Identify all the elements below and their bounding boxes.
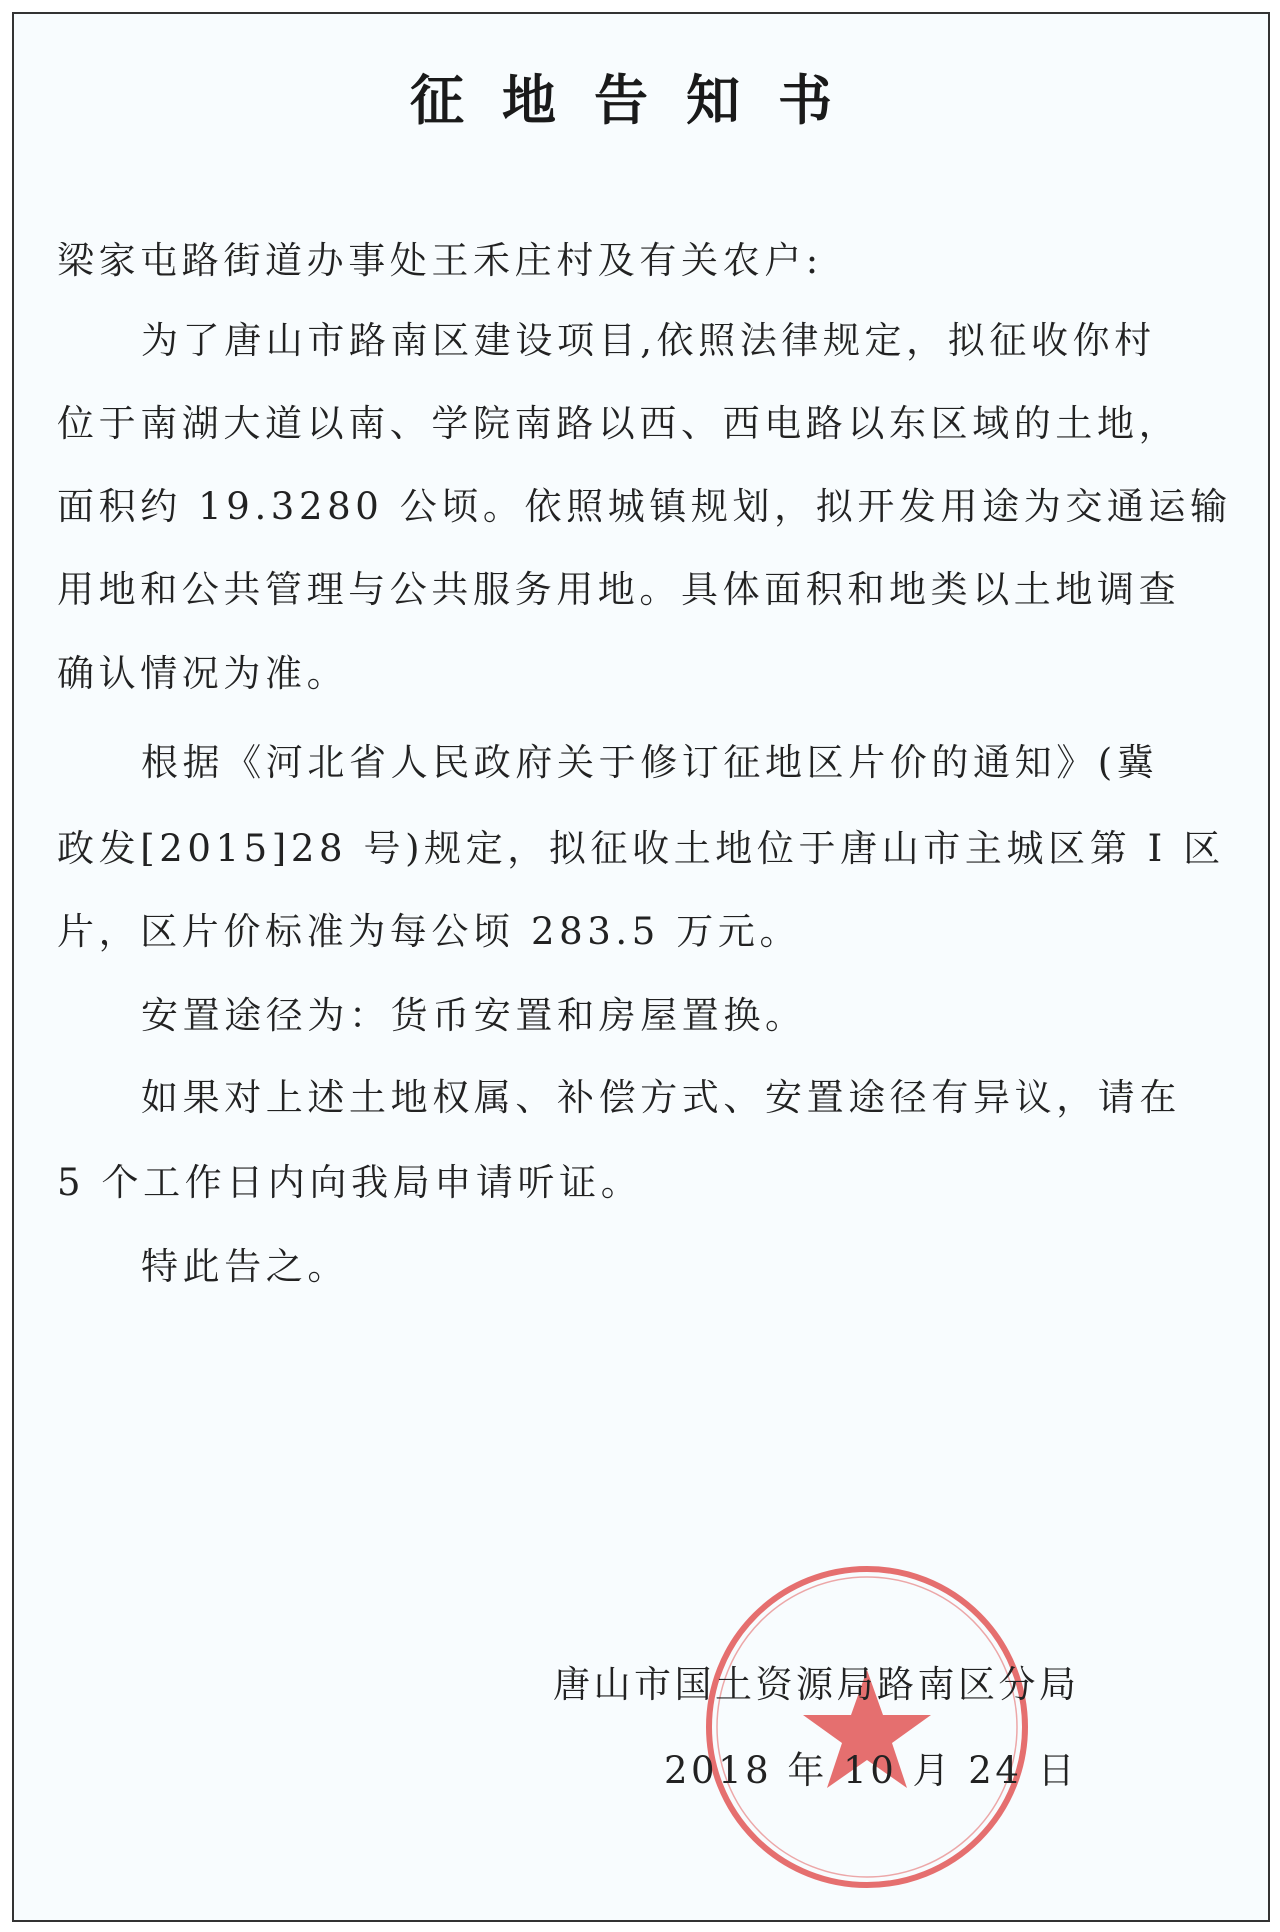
paragraph-line: 特此告之。 (141, 1245, 349, 1288)
issuer-name: 唐山市国土资源局路南区分局 (553, 1663, 1080, 1706)
document-title: 征地告知书 (410, 68, 870, 132)
paragraph-line: 片，区片价标准为每公顷 283.5 万元。 (57, 910, 802, 953)
paragraph-line: 如果对上述土地权属、补偿方式、安置途径有异议，请在 (141, 1076, 1181, 1119)
paragraph-line: 面积约 19.3280 公顷。依照城镇规划，拟开发用途为交通运输 (57, 485, 1232, 528)
paragraph-line: 确认情况为准。 (57, 652, 349, 695)
issue-date: 2018 年 10 月 24 日 (664, 1749, 1079, 1792)
salutation: 梁家屯路街道办事处王禾庄村及有关农户: (57, 239, 823, 282)
paragraph-line: 位于南湖大道以南、学院南路以西、西电路以东区域的土地， (57, 402, 1181, 445)
paragraph-line: 为了唐山市路南区建设项目,依照法律规定，拟征收你村 (141, 319, 1156, 362)
document-page (12, 12, 1270, 1922)
paragraph-line: 用地和公共管理与公共服务用地。具体面积和地类以土地调查 (57, 568, 1181, 611)
official-seal (700, 1560, 1034, 1894)
paragraph-line: 根据《河北省人民政府关于修订征地区片价的通知》(冀 (141, 741, 1159, 784)
paragraph-line: 政发[2015]28 号)规定，拟征收土地位于唐山市主城区第 I 区 (57, 827, 1225, 870)
paragraph-line: 安置途径为：货币安置和房屋置换。 (141, 994, 807, 1037)
paragraph-line: 5 个工作日内向我局申请听证。 (57, 1161, 643, 1204)
